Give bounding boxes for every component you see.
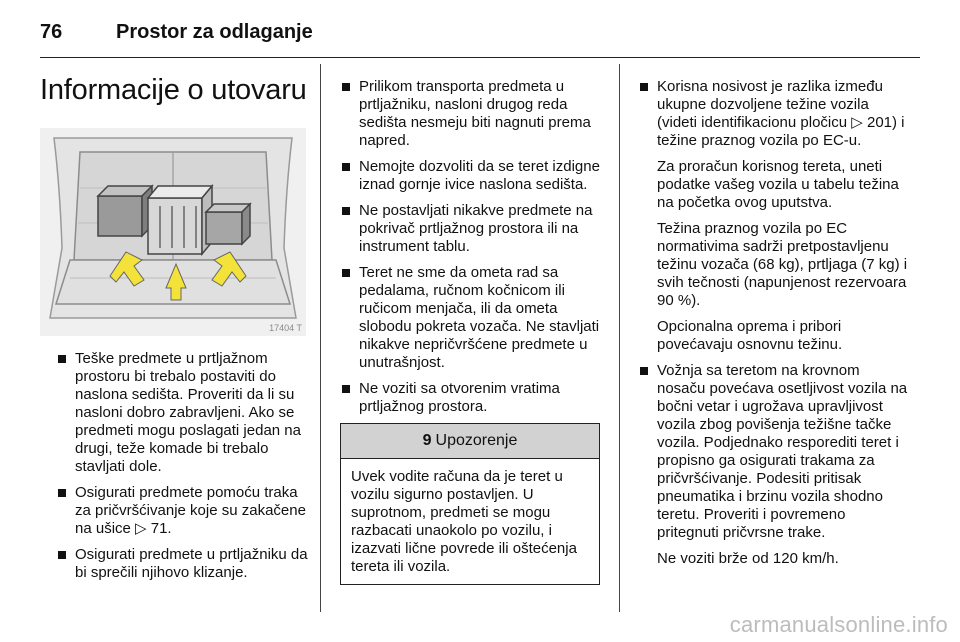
column-2 xyxy=(340,78,602,424)
paragraph: Ne voziti brže od 120 km/h. xyxy=(657,550,839,567)
list-item: Nemojte dozvoliti da se teret izdigne iznad gornje ivice naslona sedišta. xyxy=(340,158,602,194)
paragraph: Za proračun korisnog tereta, uneti podatke vašeg vozila u tabelu težina na početka ovog uputstva. xyxy=(657,158,899,211)
trunk-drawing xyxy=(40,128,306,336)
chapter-title: Prostor za odlaganje xyxy=(116,20,313,43)
list-item: Ne postavljati nikakve predmete na pokrivač prtljažnog prostora ili na instrument tablu. xyxy=(340,202,602,256)
column-divider-2 xyxy=(619,64,620,612)
list-item: Vožnja sa teretom na krovnom nosaču povećava osetljivost vozila na bočni vetar i ugrožava upravljivost vozila zbog povišenja težišne tačke vozila. Podjednako resporediti teret i propisno ga osigurati trakama za pričvršćivanje. Podesiti pritisak pneumatika i brzinu vozila shodno teretu. Proveriti i povremeno pritegnuti pričvrsne trake. xyxy=(638,362,910,542)
luggage-illustration xyxy=(40,128,306,336)
figure-code: 17404 T xyxy=(269,323,302,333)
list-item: Osigurati predmete pomoću traka za pričvršćivanje koje su zakačene na ušice ▷ 71. xyxy=(56,484,308,538)
column-divider-1 xyxy=(320,64,321,612)
column-1 xyxy=(56,350,308,590)
watermark: carmanualsonline.info xyxy=(729,612,948,637)
warning-box xyxy=(340,423,600,585)
section-title: Informacije o utovaru xyxy=(40,74,307,106)
warning-title: Upozorenje xyxy=(435,432,518,449)
column-3 xyxy=(638,78,910,576)
warning-body: Uvek vodite računa da je teret u vozilu sigurno postavljen. U suprotnom, predmeti se mogu razbacati unaokolo po vozilu, i izazvati lične povrede ili oštećenja tereta ili vozila. xyxy=(351,468,577,575)
list-item: Ne voziti sa otvorenim vratima prtljažnog prostora. xyxy=(340,380,602,416)
paragraph: Opcionalna oprema i pribori povećavaju osnovnu težinu. xyxy=(657,318,843,353)
page-header xyxy=(40,14,313,50)
header-rule xyxy=(40,57,920,58)
column-2-list xyxy=(340,78,602,416)
warning-icon: 9 xyxy=(422,432,432,449)
list-item: Teret ne sme da ometa rad sa pedalama, ručnom kočnicom ili ručicom menjača, ili da ometa slobodu pokreta vozača. Ne stavljati nikakve nepričvršćene predmete u unutrašnjost. xyxy=(340,264,602,372)
column-3-list-2 xyxy=(638,362,910,542)
list-item: Teške predmete u prtljažnom prostoru bi trebalo postaviti do naslona sedišta. Proveriti da li su nasloni dobro zabravljeni. Ako se predmeti mogu poslagati jedan na drugi, teže komade bi trebalo stavljati dole. xyxy=(56,350,308,476)
list-item: Osigurati predmete u prtljažniku da bi sprečili njihovo klizanje. xyxy=(56,546,308,582)
list-item: Korisna nosivost je razlika između ukupne dozvoljene težine vozila (videti identifikacionu pločicu ▷ 201) i težine praznog vozila po EC-u. xyxy=(638,78,910,150)
list-item: Prilikom transporta predmeta u prtljažniku, nasloni drugog reda sedišta nesmeju biti nagnuti prema napred. xyxy=(340,78,602,150)
warning-header xyxy=(341,424,599,459)
column-1-list xyxy=(56,350,308,582)
page-number: 76 xyxy=(40,20,63,43)
column-3-list-1 xyxy=(638,78,910,150)
paragraph: Težina praznog vozila po EC normativima sadrži pretpostavljenu težinu vozača (68 kg), prtljaga (7 kg) i svih tečnosti (napunjenost rezervoara 90 %). xyxy=(657,220,908,309)
